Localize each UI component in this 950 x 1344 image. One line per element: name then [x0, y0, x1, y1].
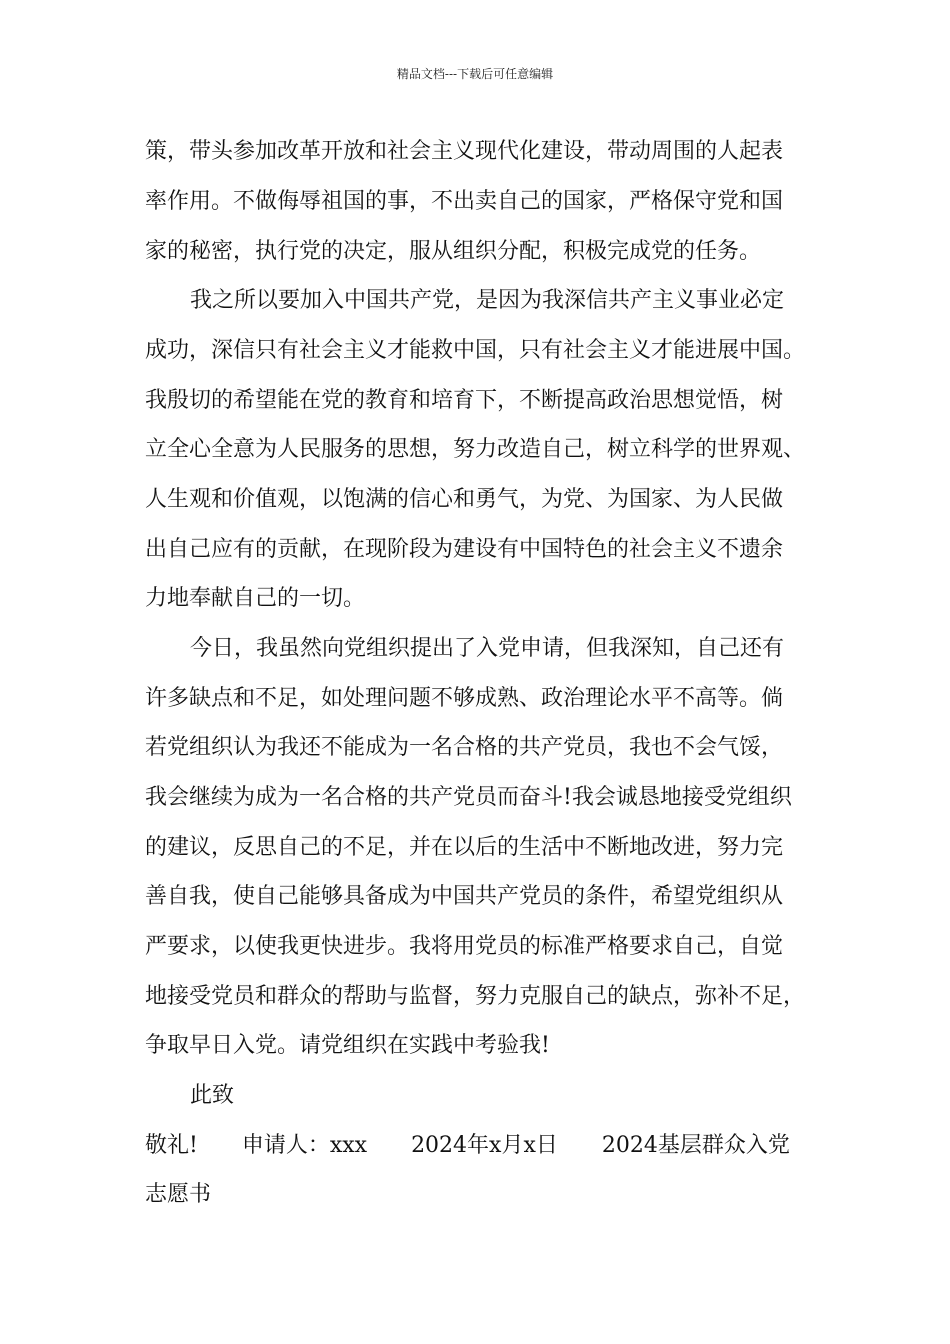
body-line: 家的秘密，执行党的决定，服从组织分配，积极完成党的任务。 [145, 239, 762, 264]
document-title-tail: 志愿书 [145, 1182, 212, 1207]
paragraph-first-line: 今日，我虽然向党组织提出了入党申请，但我深知，自己还有 [190, 636, 785, 661]
body-line: 我殷切的希望能在党的教育和培育下，不断提高政治思想觉悟，树 [145, 388, 784, 413]
body-line: 力地奉献自己的一切。 [145, 586, 366, 611]
closing-salutation: 此致 [190, 1083, 235, 1108]
signature-line: 敬礼! 申请人：xxx 2024年x月x日 2024基层群众入党 [145, 1133, 790, 1158]
body-line: 地接受党员和群众的帮助与监督，努力克服自己的缺点，弥补不足， [145, 984, 806, 1009]
body-line: 争取早日入党。请党组织在实践中考验我! [145, 1033, 550, 1058]
body-line: 人生观和价值观，以饱满的信心和勇气，为党、为国家、为人民做 [145, 487, 784, 512]
body-line: 许多缺点和不足，如处理问题不够成熟、政治理论水平不高等。倘 [145, 686, 784, 711]
body-line: 我会继续为成为一名合格的共产党员而奋斗!我会诚恳地接受党组织 [145, 785, 792, 810]
body-line: 若党组织认为我还不能成为一名合格的共产党员，我也不会气馁， [145, 735, 784, 760]
body-line: 的建议，反思自己的不足，并在以后的生活中不断地改进，努力完 [145, 835, 784, 860]
body-line: 出自己应有的贡献，在现阶段为建设有中国特色的社会主义不遗余 [145, 537, 784, 562]
body-line: 严要求，以使我更快进步。我将用党员的标准严格要求自己，自觉 [145, 934, 784, 959]
body-line: 成功，深信只有社会主义才能救中国，只有社会主义才能进展中国。 [145, 338, 806, 363]
paragraph-first-line: 我之所以要加入中国共产党，是因为我深信共产主义事业必定 [190, 288, 785, 313]
body-line: 立全心全意为人民服务的思想，努力改造自己，树立科学的世界观、 [145, 437, 806, 462]
body-line: 率作用。不做侮辱祖国的事，不出卖自己的国家，严格保守党和国 [145, 189, 784, 214]
body-line: 善自我，使自己能够具备成为中国共产党员的条件，希望党组织从 [145, 884, 784, 909]
body-line: 策，带头参加改革开放和社会主义现代化建设，带动周围的人起表 [145, 139, 784, 164]
page-header: 精品文档---下载后可任意编辑 [396, 67, 554, 81]
